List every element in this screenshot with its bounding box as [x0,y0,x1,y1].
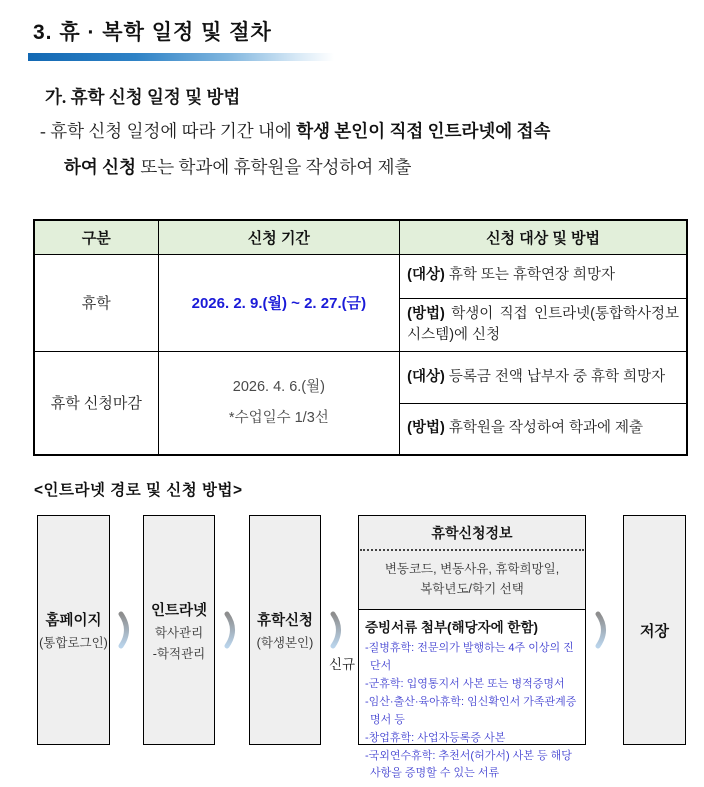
table-row [34,351,687,403]
flow-step-save [623,515,686,745]
attachment-title: 증빙서류 첨부(해당자에 한함) [365,620,538,635]
chevron-right-icon [117,610,137,650]
table-row [34,254,687,298]
flow-step-title: 휴학신청 [256,613,314,629]
cell-period-2 [158,351,400,455]
target-label: (대상) [407,368,445,385]
info-box-bottom-section [359,610,585,787]
attachment-item: -군휴학: 입영통지서 사본 또는 병적증명서 [365,677,565,690]
chevron-right-icon [223,610,243,650]
cell-method-1 [400,298,687,351]
flow-step-intranet [143,515,215,745]
section-heading: 가. 휴학 신청 일정 및 방법 [45,87,241,107]
bullet-text-2: 또는 학과에 휴학원을 작성하여 제출 [136,156,412,177]
attachment-item: -질병휴학: 전문의가 발행하는 4주 이상의 진단서 [365,642,574,672]
method-text: 휴학원을 작성하여 학과에 제출 [444,420,644,437]
schedule-table [33,219,688,456]
header-category: 구분 [34,220,158,254]
bullet-dash: - [40,121,51,141]
flow-step-title: 홈페이지 [45,613,102,629]
bullet-text-bold-b: 하여 신청 [64,156,136,177]
arrow-label-new: 신규 [328,657,356,672]
attachment-item: -창업휴학: 사업자등록증 사본 [365,731,506,744]
chevron-right-icon [329,610,349,650]
fields-line-1: 변동코드, 변동사유, 휴학희망일, [384,562,560,576]
bullet-paragraph [40,114,685,186]
fields-line-2: 복학년도/학기 선택 [420,582,524,596]
target-label: (대상) [407,267,445,284]
cell-target-2 [400,351,687,403]
method-label: (방법) [407,420,445,437]
table-header-row [34,220,687,254]
cell-category-1: 휴학 [34,254,158,351]
attachment-item: -임산·출산·육아휴학: 임신확인서 가족관계증명서 등 [365,695,577,726]
flow-step-subtitle: (통합로그인) [39,636,108,650]
page-title: 3. 휴 · 복학 일정 및 절차 [33,21,272,44]
flowchart-caption: <인트라넷 경로 및 신청 방법> [34,482,243,499]
cell-period-1: 2026. 2. 9.(월) ~ 2. 27.(금) [158,254,400,351]
method-text: 학생이 직접 인트라넷(통합학사정보시스템)에 신청 [407,305,679,343]
flow-step-homepage [37,515,110,745]
flow-step-subtitle: (학생본인) [256,636,314,650]
cell-target-1 [400,254,687,298]
bullet-text-1: 휴학 신청 일정에 따라 기간 내에 [50,121,297,141]
method-label: (방법) [407,305,445,322]
leave-request-info-box [358,515,586,780]
chevron-right-icon [594,610,614,650]
period-line-1: 2026. 4. 6.(월) [232,379,325,396]
flow-step-subtitle: 학사관리 [154,625,204,640]
save-label: 저장 [640,622,669,640]
target-text: 휴학 또는 휴학연장 희망자 [444,267,616,284]
flow-step-leave-request [249,515,321,745]
cell-method-2 [400,403,687,455]
header-method: 신청 대상 및 방법 [400,220,687,254]
info-box-fields [359,551,585,609]
info-box-top-section [359,516,585,610]
info-box-title: 휴학신청정보 [431,525,513,541]
bullet-text-bold-a: 학생 본인이 직접 인트라넷에 접속 [296,121,551,141]
title-accent-bar [28,53,334,61]
period-line-2: *수업일수 1/3선 [228,409,329,426]
attachment-item: -국외연수휴학: 추천서(허가서) 사본 등 해당 사항을 증명할 수 있는 서류 [365,749,572,780]
flow-step-title: 인트라넷 [150,602,208,619]
header-period: 신청 기간 [158,220,400,254]
cell-category-2: 휴학 신청마감 [34,351,158,455]
target-text: 등록금 전액 납부자 중 휴학 희망자 [444,368,666,385]
flow-step-subtitle: -학적관리 [152,646,206,661]
